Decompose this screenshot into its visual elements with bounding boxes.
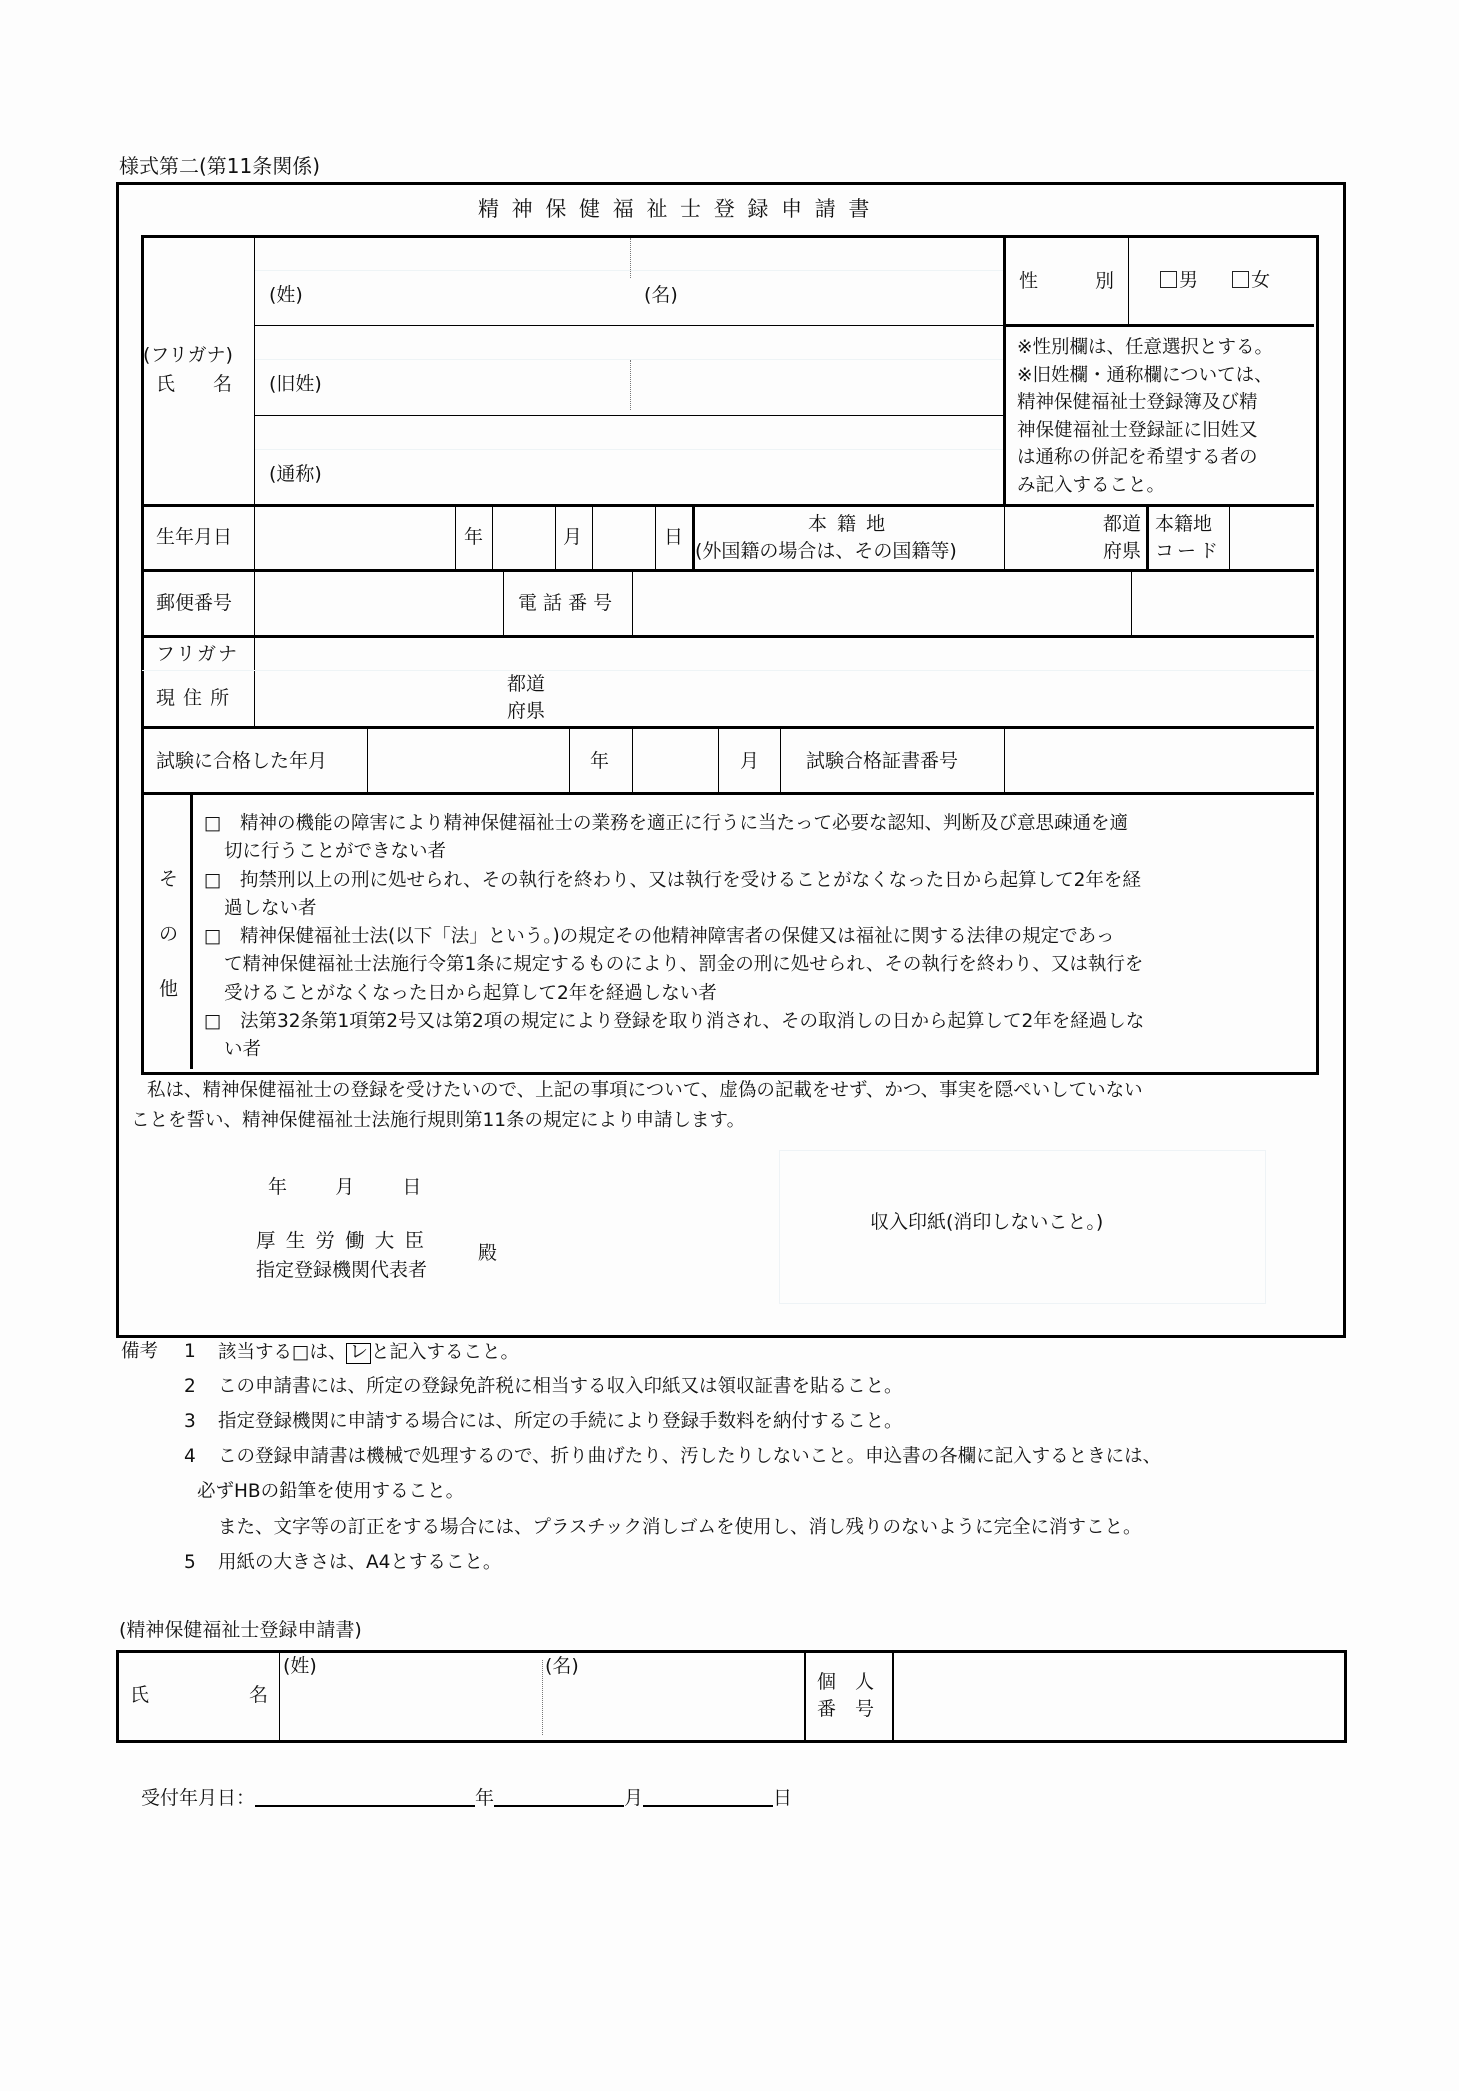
given-name-field[interactable] — [632, 271, 1002, 324]
domicile-sublabel: (外国籍の場合は、その国籍等) — [695, 540, 957, 562]
gender-note: ※性別欄は、任意選択とする。 ※旧姓欄・通称欄については、 精神保健福祉士登録簿及び精 神保健福祉士登録証に旧姓又 は通称の併記を希望する者の み記入すること。 — [1017, 337, 1274, 496]
disqualification-item-1[interactable]: □ 精神の機能の障害により精神保健福祉士の業務を適正に行うに当たって必要な認知、判断及び意思疎通を適 切に行うことができない者 — [204, 813, 1128, 863]
address-prefecture-field[interactable] — [256, 672, 502, 726]
application-date: 年 月 日 — [268, 1176, 422, 1198]
domicile-code-label-1: 本籍地 — [1155, 513, 1213, 535]
receipt-date: 受付年月日： 年 月 日 — [141, 1787, 793, 1809]
checkbox-icon — [1232, 271, 1249, 288]
postal-code-label: 郵便番号 — [156, 592, 233, 614]
note-1: 該当する□は、 レ と記入すること。 — [218, 1342, 520, 1363]
stub-given-name-label: (名) — [545, 1655, 579, 1677]
stub-surname-label: (姓) — [283, 1655, 317, 1677]
receipt-month-field[interactable] — [494, 1787, 624, 1807]
birth-year-field[interactable] — [256, 508, 454, 569]
receipt-date-label: 受付年月日： — [141, 1787, 256, 1809]
phone-label: 電 話 番 号 — [518, 592, 613, 614]
stub-surname-field[interactable] — [281, 1654, 541, 1736]
note-2-number: 2 — [184, 1376, 196, 1397]
phone-field[interactable] — [634, 573, 1130, 635]
other-label-char-1: そ — [159, 868, 179, 890]
exam-year-unit: 年 — [590, 750, 610, 772]
receipt-day-field[interactable] — [643, 1787, 773, 1807]
addressee-minister: 厚 生 労 働 大 臣 — [256, 1229, 426, 1252]
exam-pass-year-field[interactable] — [369, 730, 568, 792]
exam-month-unit: 月 — [740, 750, 760, 772]
stub-id-number-field[interactable] — [895, 1654, 1339, 1736]
birthdate-label: 生年月日 — [156, 526, 233, 548]
form-title: 精 神 保 健 福 祉 士 登 録 申 請 書 — [478, 197, 873, 221]
receipt-year-field[interactable] — [255, 1787, 475, 1807]
disqualification-item-3[interactable]: □ 精神保健福祉士法(以下「法」という。)の規定その他精神障害者の保健又は福祉に関する法律の規定であっ て精神保健福祉士法施行令第1条に規定するものにより、罰金の刑に処せられ、その執行を終わり、又は執行を 受けることがなくなった日から起算して2年を経過しない者 — [204, 926, 1144, 1004]
stub-id-label-1: 個 人 — [817, 1671, 875, 1693]
stub-id-label-2: 番 号 — [817, 1698, 875, 1720]
exam-cert-number-label: 試験合格証書番号 — [806, 750, 959, 772]
domicile-label: 本 籍 地 — [808, 513, 888, 535]
disqualification-list — [204, 810, 1144, 1065]
checkbox-icon — [1160, 271, 1177, 288]
note-4-continued: 必ずHBの鉛筆を使用すること。 — [197, 1481, 465, 1502]
phone-extra-field[interactable] — [1133, 573, 1313, 635]
exam-pass-month-field[interactable] — [634, 730, 717, 792]
disqualification-item-2[interactable]: □ 拘禁刑以上の刑に処せられ、その執行を終わり、又は執行を受けることがなくなった日から起算して2年を経 過しない者 — [204, 869, 1141, 919]
given-name-label: (名) — [644, 284, 678, 306]
domicile-prefecture-field[interactable] — [1006, 508, 1102, 569]
name-label: 氏 名 — [156, 373, 233, 395]
stub-caption: (精神保健福祉士登録申請書) — [119, 1619, 362, 1641]
note-3-number: 3 — [184, 1411, 196, 1432]
stub-name-label-left: 氏 — [130, 1684, 150, 1706]
note-3: 指定登録機関に申請する場合には、所定の手続により登録手数料を納付すること。 — [218, 1411, 903, 1432]
revenue-stamp-label: 収入印紙(消印しないこと。) — [870, 1211, 1104, 1233]
former-surname-field[interactable] — [256, 360, 1002, 414]
gender-male-checkbox[interactable]: 男 — [1160, 269, 1198, 291]
note-4: この登録申請書は機械で処理するので、折り曲げたり、汚したりしないこと。申込書の各欄に記入するときには、 — [218, 1446, 1162, 1467]
check-mark-icon: レ — [346, 1343, 371, 1364]
note-4-number: 4 — [184, 1446, 196, 1467]
postal-code-field[interactable] — [256, 573, 502, 635]
domicile-code-label-2: コード — [1155, 540, 1222, 562]
gender-female-checkbox[interactable]: 女 — [1232, 269, 1270, 291]
gender-label: 性 別 — [1019, 270, 1115, 292]
address-field[interactable] — [550, 672, 1313, 726]
gender-options — [1160, 271, 1270, 290]
note-5-number: 5 — [184, 1552, 196, 1573]
exam-cert-number-field[interactable] — [1006, 730, 1313, 792]
other-label-char-3: 他 — [159, 978, 179, 1000]
exam-pass-date-label: 試験に合格した年月 — [156, 750, 328, 772]
note-2: この申請書には、所定の登録免許税に相当する収入印紙又は領収証書を貼ること。 — [218, 1376, 903, 1397]
stub-name-label-right: 名 — [249, 1684, 269, 1706]
domicile-prefecture-unit-2: 府県 — [1103, 540, 1142, 562]
name-label-furigana: (フリガナ) — [143, 344, 233, 366]
birth-month-unit: 月 — [563, 526, 583, 548]
address-prefecture-unit-1: 都道 — [507, 673, 546, 695]
surname-furigana-field[interactable] — [256, 239, 629, 269]
addressee-designated-body: 指定登録機関代表者 — [256, 1259, 428, 1281]
domicile-prefecture-unit-1: 都道 — [1103, 513, 1142, 535]
disqualification-item-4[interactable]: □ 法第32条第1項第2号又は第2項の規定により登録を取り消され、その取消しの日から起算して2年を経過しな い者 — [204, 1011, 1145, 1061]
other-label-char-2: の — [159, 923, 179, 945]
form-number: 様式第二(第11条関係) — [119, 154, 321, 178]
former-surname-label: (旧姓) — [269, 373, 322, 395]
birth-day-field[interactable] — [594, 508, 654, 569]
note-1-number: 1 — [184, 1341, 196, 1362]
alias-field[interactable] — [256, 450, 1002, 504]
declaration-line-1: 私は、精神保健福祉士の登録を受けたいので、上記の事項について、虚偽の記載をせず、かつ、事実を隠ぺいしていない — [147, 1080, 1143, 1101]
note-5: 用紙の大きさは、A4とすること。 — [218, 1552, 502, 1573]
note-4-continued-2: また、文字等の訂正をする場合には、プラスチック消しゴムを使用し、消し残りのないように完全に消すこと。 — [218, 1517, 1142, 1538]
surname-field[interactable] — [256, 271, 629, 324]
address-prefecture-unit-2: 府県 — [507, 700, 546, 722]
address-label: 現 住 所 — [156, 687, 231, 709]
alias-label: (通称) — [269, 463, 322, 485]
stub-given-name-field[interactable] — [545, 1654, 803, 1736]
birth-month-field[interactable] — [494, 508, 554, 569]
declaration-line-2: ことを誓い、精神保健福祉士法施行規則第11条の規定により申請します。 — [131, 1110, 746, 1131]
address-furigana-field[interactable] — [256, 639, 1313, 669]
notes-heading: 備考 — [121, 1341, 159, 1362]
address-furigana-label: フリガナ — [156, 643, 240, 665]
birth-year-unit: 年 — [464, 526, 484, 548]
given-name-furigana-field[interactable] — [632, 239, 1002, 269]
domicile-code-field[interactable] — [1231, 508, 1313, 569]
addressee-honorific: 殿 — [478, 1242, 498, 1264]
surname-label: (姓) — [269, 284, 303, 306]
birth-day-unit: 日 — [664, 526, 684, 548]
